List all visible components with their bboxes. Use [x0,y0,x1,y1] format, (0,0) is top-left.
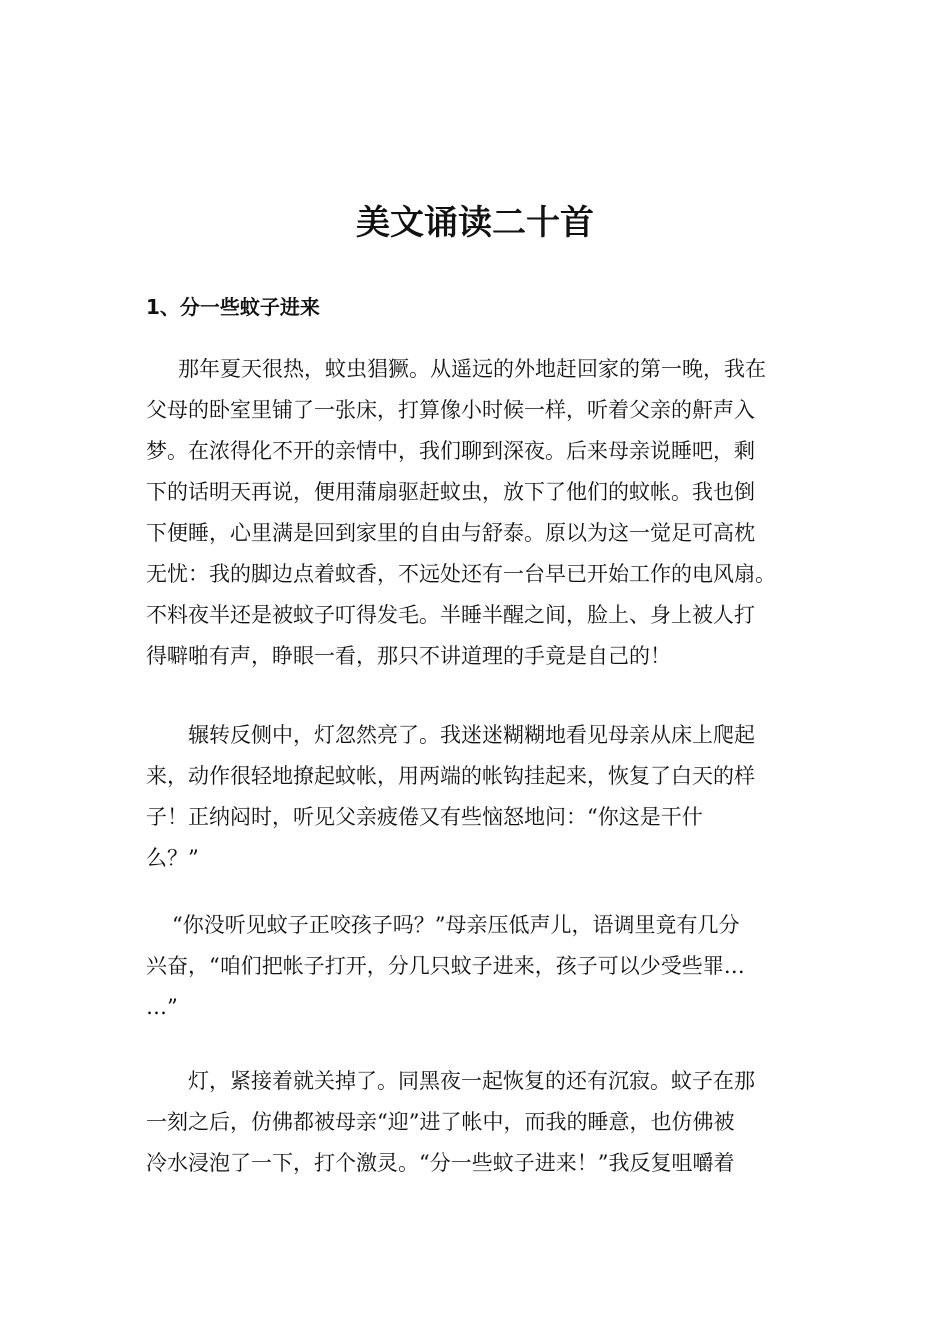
paragraph-line: 辗转反侧中，灯忽然亮了。我迷迷糊糊地看见母亲从床上爬起 [188,723,755,747]
paragraph-4 [146,1061,806,1184]
paragraph-line: 不料夜半还是被蚊子叮得发毛。半睡半醒之间，脸上、身上被人打 [146,603,755,627]
paragraph-3 [146,905,806,1028]
paragraph-line: “你没听见蚊子正咬孩子吗？”母亲压低声儿，语调里竟有几分 [172,913,740,937]
paragraph-line: 无忧：我的脚边点着蚊香，不远处还有一台早已开始工作的电风扇。 [146,562,776,586]
document-title: 美文诵读二十首 [356,203,594,243]
paragraph-line: 子！正纳闷时，听见父亲疲倦又有些恼怒地问：“你这是干什 [146,805,703,829]
paragraph-line: …” [146,995,178,1019]
paragraph-line: 下便睡，心里满是回到家里的自由与舒泰。原以为这一觉足可高枕 [146,521,755,545]
paragraph-line: 一刻之后，仿佛都被母亲“迎”进了帐中，而我的睡意，也仿佛被 [146,1110,735,1134]
paragraph-line: 兴奋，“咱们把帐子打开，分几只蚊子进来，孩子可以少受些罪… [146,954,745,978]
paragraph-line: 下的话明天再说，便用蒲扇驱赶蚊虫，放下了他们的蚊帐。我也倒 [146,480,755,504]
paragraph-line: 么？” [146,846,199,870]
paragraph-line: 得噼啪有声，睁眼一看，那只不讲道理的手竟是自己的！ [146,644,671,668]
paragraph-line: 来，动作很轻地撩起蚊帐，用两端的帐钩挂起来，恢复了白天的样 [146,764,755,788]
paragraph-2 [146,715,806,879]
paragraph-line: 那年夏天很热，蚊虫猖獗。从遥远的外地赶回家的第一晚，我在 [178,357,766,381]
paragraph-line: 梦。在浓得化不开的亲情中，我们聊到深夜。后来母亲说睡吧，剩 [146,439,755,463]
section-heading: 1、分一些蚊子进来 [146,295,320,319]
paragraph-line: 灯，紧接着就关掉了。同黑夜一起恢复的还有沉寂。蚊子在那 [188,1069,755,1093]
paragraph-line: 父母的卧室里铺了一张床，打算像小时候一样，听着父亲的鼾声入 [146,398,755,422]
paragraph-line: 冷水浸泡了一下，打个激灵。“分一些蚊子进来！”我反复咀嚼着 [146,1151,735,1175]
paragraph-1 [146,349,806,677]
